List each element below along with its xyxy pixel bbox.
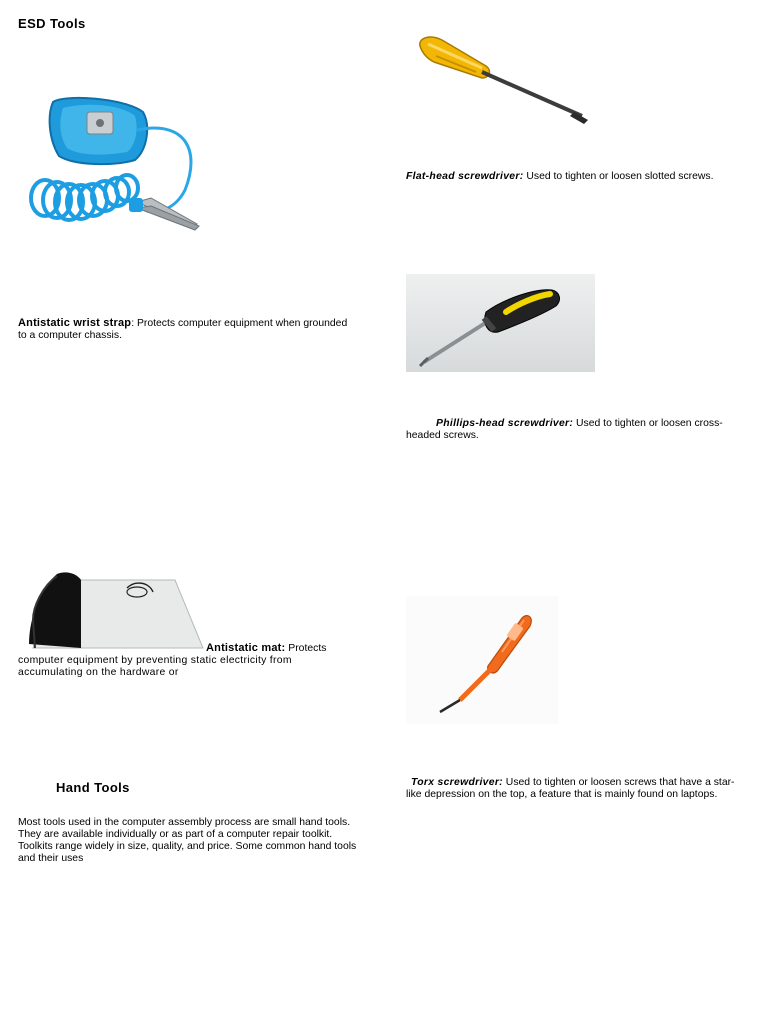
flat-head-screwdriver-image — [412, 32, 592, 128]
wrist-strap-image — [25, 90, 205, 250]
torx-term: Torx screwdriver: — [411, 777, 503, 788]
flat-head-term: Flat-head screwdriver: — [406, 171, 524, 182]
wrist-strap-description — [18, 317, 348, 342]
antistatic-mat-image — [25, 570, 205, 652]
hand-tools-intro: Most tools used in the computer assembly process are small hand tools. They are available individually or as part of a computer repair toolkit. Toolkits range widely in size, quality, and price. Some common hand tools and their uses — [18, 817, 357, 864]
hand-tools-heading: Hand Tools — [56, 780, 130, 795]
torx-description — [406, 777, 746, 801]
antistatic-mat-text: computer equipment by preventing static electricity from accumulating on the hardware or — [18, 655, 292, 678]
antistatic-mat-term: Antistatic mat: — [206, 642, 286, 654]
phillips-description — [406, 418, 746, 442]
antistatic-mat-lead — [206, 642, 356, 655]
phillips-text: Used to tighten or loosen cross-headed screws. — [406, 418, 723, 441]
wrist-strap-text: : Protects computer equipment when grounded to a computer chassis. — [18, 318, 348, 341]
flat-head-description — [406, 171, 746, 183]
wrist-strap-term: Antistatic wrist strap — [18, 317, 132, 329]
torx-screwdriver-image — [406, 596, 558, 724]
phillips-term: Phillips-head screwdriver: — [436, 418, 574, 429]
esd-tools-heading: ESD Tools — [18, 16, 86, 31]
antistatic-mat-text-first: Protects — [285, 643, 327, 654]
phillips-screwdriver-image — [406, 274, 595, 372]
flat-head-text: Used to tighten or loosen slotted screws. — [523, 171, 714, 182]
torx-text: Used to tighten or loosen screws that have a star-like depression on the top, a feature that is mainly found on laptops. — [406, 777, 735, 800]
